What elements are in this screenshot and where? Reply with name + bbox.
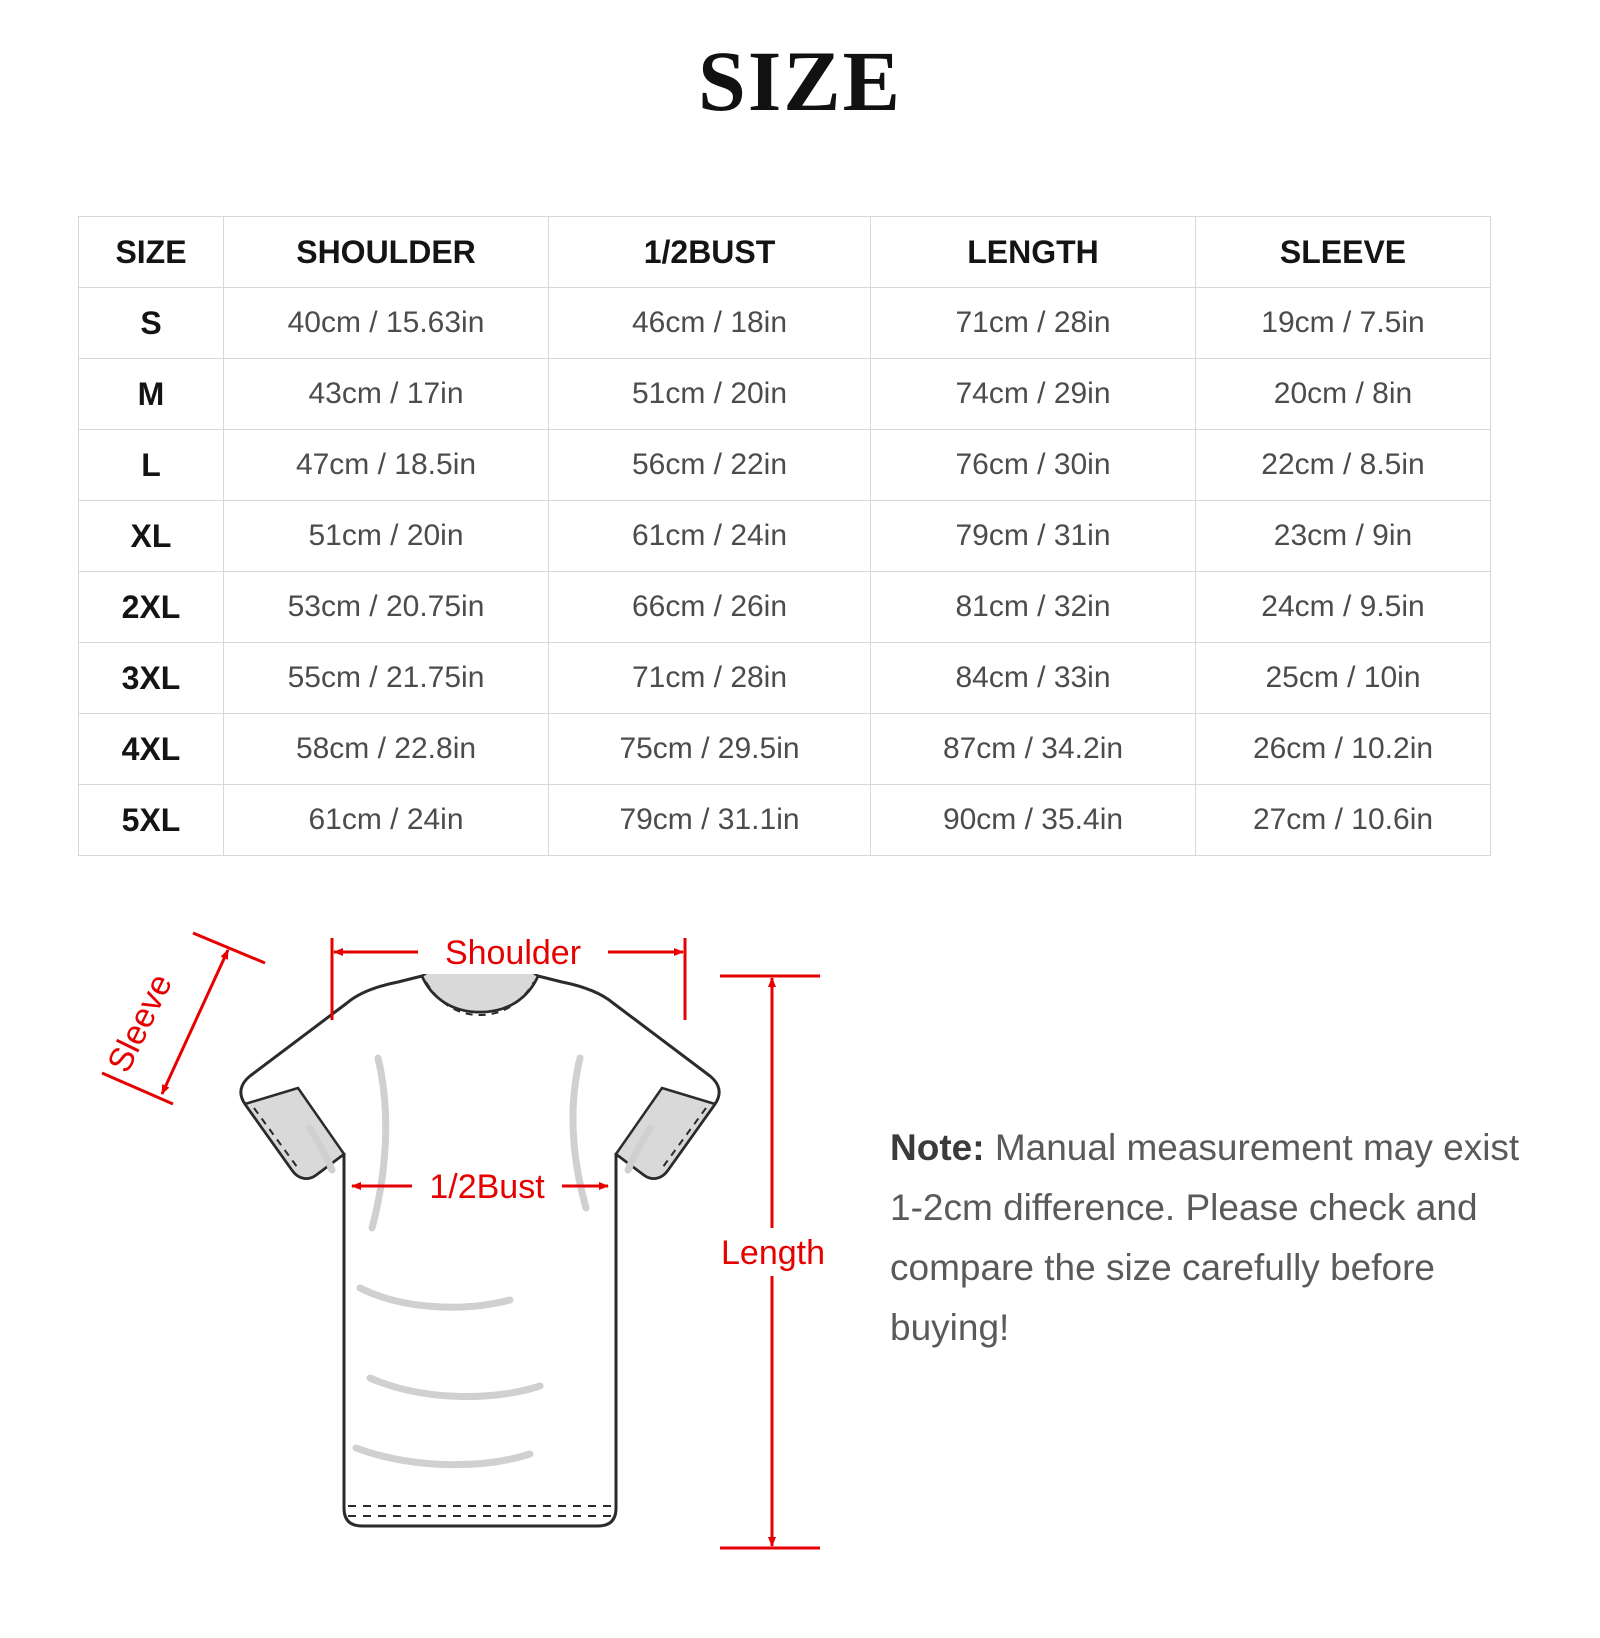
cell-length: 81cm / 32in <box>871 572 1196 643</box>
cell-bust: 51cm / 20in <box>549 359 871 430</box>
cell-size: 2XL <box>79 572 224 643</box>
note-block <box>890 1118 1540 1358</box>
cell-length: 90cm / 35.4in <box>871 785 1196 856</box>
cell-shoulder: 51cm / 20in <box>224 501 549 572</box>
length-label: Length <box>721 1234 825 1272</box>
length-dimension <box>715 976 833 1548</box>
cell-size: 4XL <box>79 714 224 785</box>
cell-sleeve: 25cm / 10in <box>1196 643 1491 714</box>
cell-size: 3XL <box>79 643 224 714</box>
cell-length: 79cm / 31in <box>871 501 1196 572</box>
size-chart-table-container <box>78 216 1490 856</box>
tshirt-outline <box>241 976 719 1526</box>
sleeve-label: Sleeve <box>100 968 180 1079</box>
column-header-sleeve: SLEEVE <box>1196 217 1491 288</box>
cell-sleeve: 22cm / 8.5in <box>1196 430 1491 501</box>
cell-size: L <box>79 430 224 501</box>
table-row <box>79 430 1491 501</box>
cell-sleeve: 20cm / 8in <box>1196 359 1491 430</box>
size-chart-table <box>78 216 1491 856</box>
column-header-bust: 1/2BUST <box>549 217 871 288</box>
cell-length: 74cm / 29in <box>871 359 1196 430</box>
tshirt-measurement-diagram <box>60 908 860 1608</box>
column-header-size: SIZE <box>79 217 224 288</box>
cell-bust: 79cm / 31.1in <box>549 785 871 856</box>
cell-shoulder: 53cm / 20.75in <box>224 572 549 643</box>
note-label: Note: <box>890 1127 985 1168</box>
note-text: Manual measurement may exist 1-2cm difference. Please check and compare the size carefully before buying! <box>890 1127 1520 1348</box>
cell-sleeve: 27cm / 10.6in <box>1196 785 1491 856</box>
cell-shoulder: 47cm / 18.5in <box>224 430 549 501</box>
cell-length: 76cm / 30in <box>871 430 1196 501</box>
cell-shoulder: 61cm / 24in <box>224 785 549 856</box>
table-row <box>79 572 1491 643</box>
cell-size: XL <box>79 501 224 572</box>
sleeve-dimension <box>100 933 265 1104</box>
cell-bust: 71cm / 28in <box>549 643 871 714</box>
column-header-shoulder: SHOULDER <box>224 217 549 288</box>
table-row <box>79 359 1491 430</box>
cell-bust: 66cm / 26in <box>549 572 871 643</box>
cell-bust: 61cm / 24in <box>549 501 871 572</box>
cell-sleeve: 23cm / 9in <box>1196 501 1491 572</box>
table-row <box>79 714 1491 785</box>
cell-size: S <box>79 288 224 359</box>
cell-shoulder: 43cm / 17in <box>224 359 549 430</box>
tshirt-diagram-svg <box>60 908 860 1608</box>
table-header-row <box>79 217 1491 288</box>
table-row <box>79 288 1491 359</box>
cell-size: 5XL <box>79 785 224 856</box>
table-row <box>79 501 1491 572</box>
cell-bust: 56cm / 22in <box>549 430 871 501</box>
cell-length: 84cm / 33in <box>871 643 1196 714</box>
cell-length: 87cm / 34.2in <box>871 714 1196 785</box>
cell-sleeve: 19cm / 7.5in <box>1196 288 1491 359</box>
page-title: SIZE <box>697 33 903 129</box>
halfbust-label: 1/2Bust <box>429 1168 545 1206</box>
column-header-length: LENGTH <box>871 217 1196 288</box>
cell-shoulder: 58cm / 22.8in <box>224 714 549 785</box>
cell-bust: 46cm / 18in <box>549 288 871 359</box>
cell-sleeve: 26cm / 10.2in <box>1196 714 1491 785</box>
table-row <box>79 643 1491 714</box>
cell-shoulder: 40cm / 15.63in <box>224 288 549 359</box>
cell-shoulder: 55cm / 21.75in <box>224 643 549 714</box>
cell-length: 71cm / 28in <box>871 288 1196 359</box>
table-row <box>79 785 1491 856</box>
shoulder-label: Shoulder <box>444 934 582 972</box>
cell-bust: 75cm / 29.5in <box>549 714 871 785</box>
cell-size: M <box>79 359 224 430</box>
cell-sleeve: 24cm / 9.5in <box>1196 572 1491 643</box>
